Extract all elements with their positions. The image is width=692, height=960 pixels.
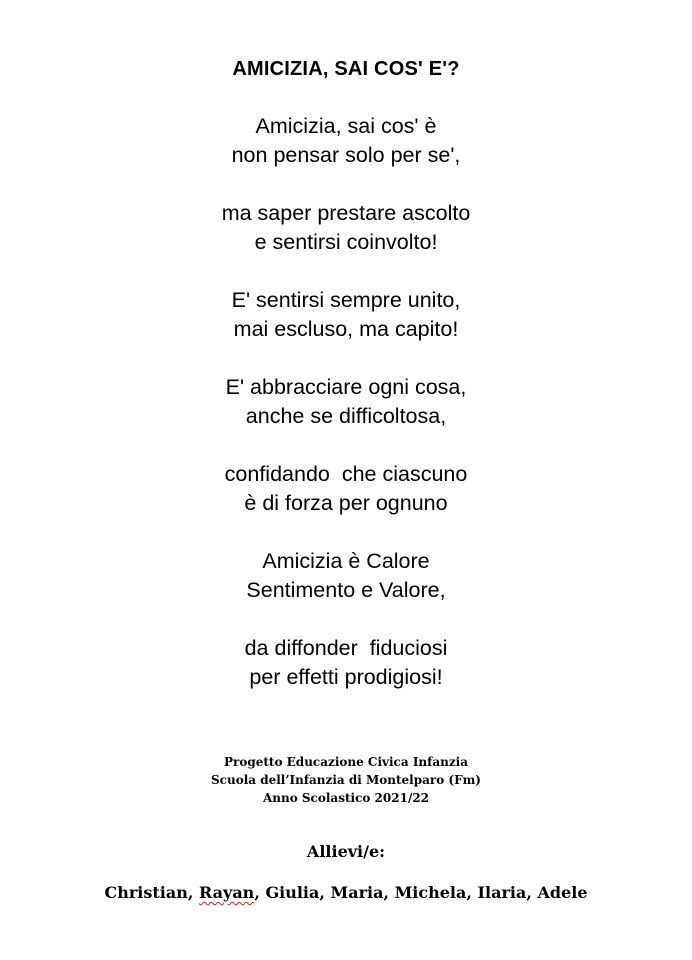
poem-body: [0, 112, 692, 721]
poem-line: non pensar solo per se',: [231, 143, 461, 167]
poem-line: da diffonder fiduciosi: [244, 636, 448, 660]
poem-line: Sentimento e Valore,: [246, 578, 446, 602]
stanza: [0, 199, 692, 257]
poem-line: Amicizia, sai cos' è: [255, 114, 437, 138]
stanza: [0, 460, 692, 518]
poem-line: e sentirsi coinvolto!: [254, 230, 438, 254]
project-credits: [0, 753, 692, 807]
students-label: Allievi/e:: [306, 842, 386, 861]
student-names: , Giulia, Maria, Michela, Ilaria, Adele: [254, 883, 588, 902]
poem-line: anche se difficoltosa,: [245, 404, 447, 428]
school-name: Scuola dell’Infanzia di Montelparo (Fm): [211, 773, 481, 787]
stanza: [0, 286, 692, 344]
stanza: [0, 547, 692, 605]
poem-line: E' sentirsi sempre unito,: [231, 288, 461, 312]
poem-line: E' abbracciare ogni cosa,: [225, 375, 467, 399]
poem-line: Amicizia è Calore: [262, 549, 430, 573]
stanza: [0, 634, 692, 692]
students-list: [0, 883, 692, 902]
student-names: Christian,: [104, 883, 199, 902]
poem-line: è di forza per ognuno: [244, 491, 448, 515]
poem-line: per effetti prodigiosi!: [249, 665, 443, 689]
project-name: Progetto Educazione Civica Infanzia: [224, 755, 468, 769]
stanza: [0, 112, 692, 170]
student-name-spellcheck-flagged: Rayan: [198, 883, 255, 902]
school-year: Anno Scolastico 2021/22: [262, 791, 430, 805]
poem-line: confidando che ciascuno: [224, 462, 468, 486]
poem-line: mai escluso, ma capito!: [233, 317, 459, 341]
poem-line: ma saper prestare ascolto: [221, 201, 471, 225]
poem-title: AMICIZIA, SAI COS' E'?: [232, 58, 460, 80]
stanza: [0, 373, 692, 431]
